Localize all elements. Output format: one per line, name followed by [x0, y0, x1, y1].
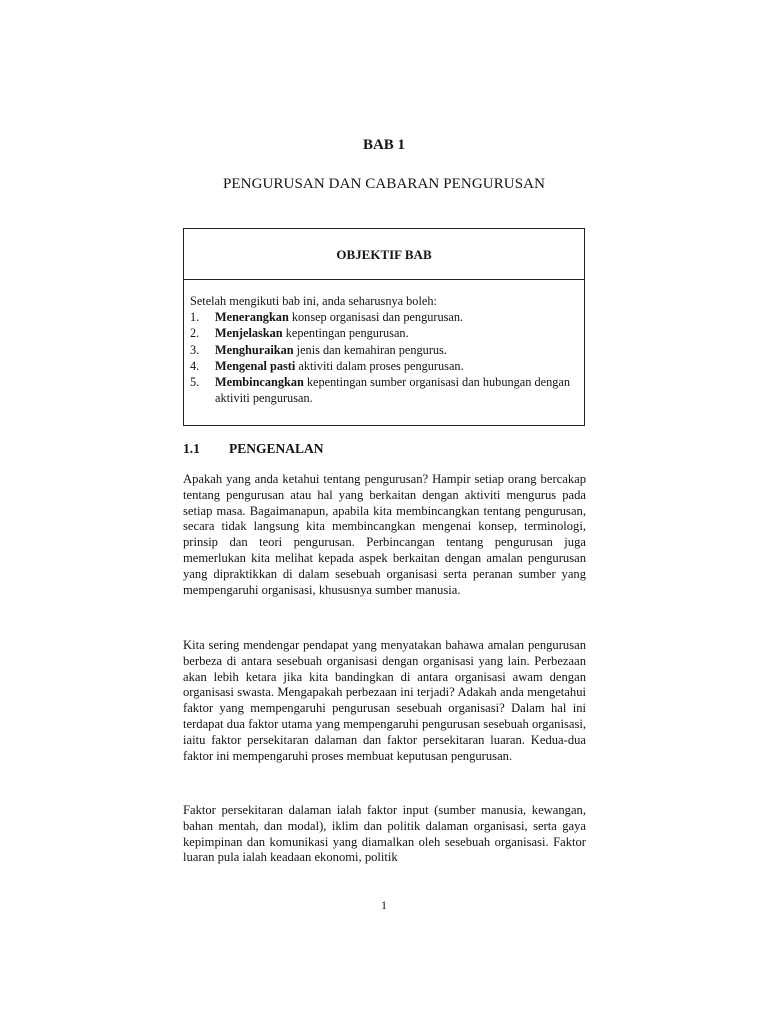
body-paragraph: Apakah yang anda ketahui tentang pengurusan? Hampir setiap orang bercakap tentang pengurusan atau hal yang berkaitan dengan aktiviti mengurus pada setiap masa. Bagaimanapun, apabila kita membincangkan tentang pengurusan, secara tidak langsung kita membincangkan mengenai konsep, terminologi, prinsip dan teori pengurusan. Perbincangan tentang pengurusan juga memerlukan kita melihat kepada aspek berkaitan dengan amalan pengurusan yang dipraktikkan di dalam sesebuah organisasi serta peranan sumber yang mempengaruhi organisasi, khususnya sumber manusia. — [183, 472, 586, 597]
objectives-list — [190, 309, 578, 406]
objectives-heading: OBJEKTIF BAB — [184, 229, 584, 280]
objective-item — [190, 309, 578, 325]
objective-item — [190, 358, 578, 374]
section-title: PENGENALAN — [229, 441, 324, 456]
objective-text: konsep organisasi dan pengurusan. — [288, 310, 464, 325]
page-number: 1 — [381, 898, 387, 912]
objective-text: kepentingan sumber organisasi dan hubungan dengan aktiviti pengurusan. — [215, 375, 570, 406]
objective-number: 5. — [190, 375, 200, 390]
objective-text: jenis dan kemahiran pengurus. — [293, 342, 447, 357]
objective-verb: Mengenal pasti — [215, 358, 296, 373]
objective-verb: Menerangkan — [215, 310, 289, 325]
objective-number: 1. — [190, 310, 200, 325]
objective-number: 2. — [190, 326, 200, 341]
body-paragraph: Faktor persekitaran dalaman ialah faktor input (sumber manusia, kewangan, bahan mentah, dan modal), iklim dan politik dalaman organisasi, serta gaya kepimpinan dan komunikasi yang diamalkan oleh sesebuah organisasi. Faktor luaran pula ialah keadaan ekonomi, politik — [183, 803, 586, 865]
objective-verb: Membincangkan — [215, 375, 304, 390]
chapter-title: PENGURUSAN DAN CABARAN PENGURUSAN — [222, 176, 546, 192]
objectives-body — [184, 280, 584, 406]
objective-text: aktiviti dalam proses pengurusan. — [295, 358, 464, 373]
objective-number: 4. — [190, 358, 200, 373]
objective-verb: Menjelaskan — [215, 326, 283, 341]
section-number: 1.1 — [183, 441, 200, 456]
objective-number: 3. — [190, 342, 200, 357]
objectives-box — [183, 228, 585, 426]
body-paragraph: Kita sering mendengar pendapat yang menyatakan bahawa amalan pengurusan berbeza di antara sesebuah organisasi dengan organisasi yang lain. Perbezaan akan lebih ketara jika kita bandingkan di antara organisasi awam dengan organisasi swasta. Mengapakah perbezaan ini terjadi? Adakah anda mengetahui faktor yang mempengaruhi pengurusan sesebuah organisasi? Dalam hal ini terdapat dua faktor utama yang mempengaruhi pengurusan sesebuah organisasi, iaitu faktor persekitaran dalaman dan faktor persekitaran luaran. Kedua-dua faktor ini mempengaruhi proses membuat keputusan pengurusan. — [183, 638, 586, 763]
objective-item — [190, 342, 578, 358]
section-heading — [183, 441, 324, 457]
objective-item — [190, 325, 578, 341]
objective-verb: Menghuraikan — [215, 342, 294, 357]
objectives-intro: Setelah mengikuti bab ini, anda seharusnya boleh: — [190, 294, 437, 308]
chapter-number: BAB 1 — [362, 137, 406, 153]
objective-text: kepentingan pengurusan. — [282, 326, 409, 341]
objective-item — [190, 374, 578, 406]
